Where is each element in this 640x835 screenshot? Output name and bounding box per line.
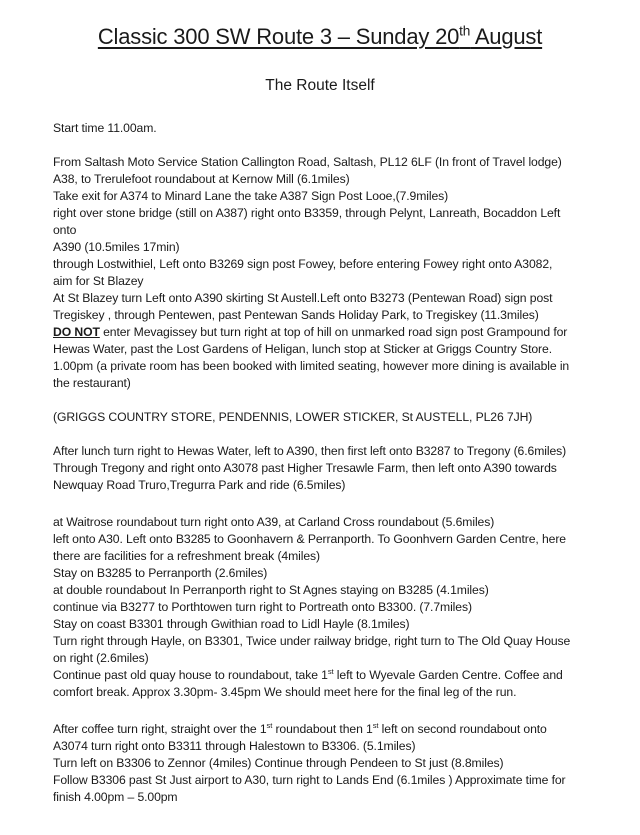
ordinal-superscript: st	[266, 720, 273, 730]
route-section-2	[53, 443, 593, 494]
route-line: comfort break. Approx 3.30pm- 3.45pm We should meet here for the final leg of the run.	[53, 685, 517, 699]
route-line: Tregiskey , through Pentewen, past Pentewan Sands Holiday Park, to Tregiskey (11.3miles)	[53, 308, 539, 322]
title-superscript: th	[459, 23, 471, 39]
route-line: Hewas Water, past the Lost Gardens of Heligan, lunch stop at Sticker at Griggs Country Store.	[53, 342, 552, 356]
coffee-text: After coffee turn right, straight over the 1	[53, 722, 267, 736]
route-line: Follow B3306 past St Just airport to A30, turn right to Lands End (6.1miles ) Approximate time for	[53, 773, 566, 787]
route-line: Turn right through Hayle, on B3301, Twice under railway bridge, right turn to The Old Quay House	[53, 634, 571, 648]
route-line: Take exit for A374 to Minard Lane the take A387 Sign Post Looe,(7.9miles)	[53, 189, 449, 203]
route-line: the restaurant)	[53, 376, 131, 390]
route-line: Newquay Road Truro,Tregurra Park and ride (6.5miles)	[53, 478, 346, 492]
page-subtitle: The Route Itself	[265, 77, 375, 94]
lunch-address: (GRIGGS COUNTRY STORE, PENDENNIS, LOWER STICKER, St AUSTELL, PL26 7JH)	[53, 410, 533, 424]
route-section-3	[53, 514, 593, 701]
route-line: through Lostwithiel, Left onto B3269 sign post Fowey, before entering Fowey right onto A3082,	[53, 257, 553, 271]
route-line: at Waitrose roundabout turn right onto A39, at Carland Cross roundabout (5.6miles)	[53, 515, 495, 529]
route-line: Through Tregony and right onto A3078 past Higher Tresawle Farm, then left onto A390 towards	[53, 461, 557, 475]
spacer	[53, 494, 593, 514]
spacer	[53, 392, 593, 409]
route-line: aim for St Blazey	[53, 274, 144, 288]
page-title	[0, 24, 640, 50]
route-line: From Saltash Moto Service Station Callington Road, Saltash, PL12 6LF (In front of Travel lodge)	[53, 155, 562, 169]
route-line: continue via B3277 to Porthtowen turn right to Portreath onto B3300. (7.7miles)	[53, 600, 472, 614]
title-text-end: August	[470, 24, 543, 49]
route-line: A3074 turn right onto B3311 through Halestown to B3306. (5.1miles)	[53, 739, 416, 753]
spacer	[53, 426, 593, 443]
route-line: on right (2.6miles)	[53, 651, 149, 665]
spacer	[53, 701, 593, 721]
route-line: right over stone bridge (still on A387) right onto B3359, through Pelynt, Lanreath, Bocaddon Left	[53, 206, 561, 220]
coffee-text-end: left on second roundabout onto	[378, 722, 547, 736]
route-line: at double roundabout In Perranporth right to St Agnes staying on B3285 (4.1miles)	[53, 583, 489, 597]
route-line-coffee	[53, 721, 593, 738]
do-not-rest: enter Mevagissey but turn right at top of hill on unmarked road sign post Grampound for	[99, 325, 568, 339]
route-line: At St Blazey turn Left onto A390 skirting St Austell.Left onto B3273 (Pentewan Road) sign post	[53, 291, 553, 305]
route-line: Turn left on B3306 to Zennor (4miles) Continue through Pendeen to St just (8.8miles)	[53, 756, 504, 770]
ordinal-superscript: st	[372, 720, 379, 730]
continue-text: Continue past old quay house to roundabout, take 1	[53, 668, 328, 682]
route-line: 1.00pm (a private room has been booked with limited seating, however more dining is available in	[53, 359, 570, 373]
route-line: onto	[53, 223, 77, 237]
route-line: After lunch turn right to Hewas Water, left to A390, then first left onto B3287 to Tregony (6.6miles)	[53, 444, 567, 458]
spacer	[53, 137, 593, 154]
route-line: A390 (10.5miles 17min)	[53, 240, 180, 254]
route-line: finish 4.00pm – 5.00pm	[53, 790, 178, 804]
coffee-text-mid: roundabout then 1	[272, 722, 373, 736]
route-line-continue	[53, 667, 593, 684]
route-section-4	[53, 721, 593, 806]
title-text: Classic 300 SW Route 3 – Sunday 20	[97, 24, 460, 49]
route-line-do-not	[53, 324, 593, 341]
route-line: A38, to Trerulefoot roundabout at Kernow Mill (6.1miles)	[53, 172, 350, 186]
route-line: left onto A30. Left onto B3285 to Goonhavern & Perranporth. To Goonhvern Garden Centre, here	[53, 532, 566, 546]
route-line: Stay on B3285 to Perranporth (2.6miles)	[53, 566, 268, 580]
route-section-1	[53, 154, 593, 392]
ordinal-superscript: st	[327, 666, 334, 676]
continue-text-end: left to Wyevale Garden Centre. Coffee and	[333, 668, 563, 682]
start-time: Start time 11.00am.	[53, 121, 157, 135]
route-line: there are facilities for a refreshment break (4miles)	[53, 549, 320, 563]
do-not-emphasis: DO NOT	[53, 325, 100, 339]
route-body	[53, 120, 593, 806]
route-line: Stay on coast B3301 through Gwithian road to Lidl Hayle (8.1miles)	[53, 617, 410, 631]
